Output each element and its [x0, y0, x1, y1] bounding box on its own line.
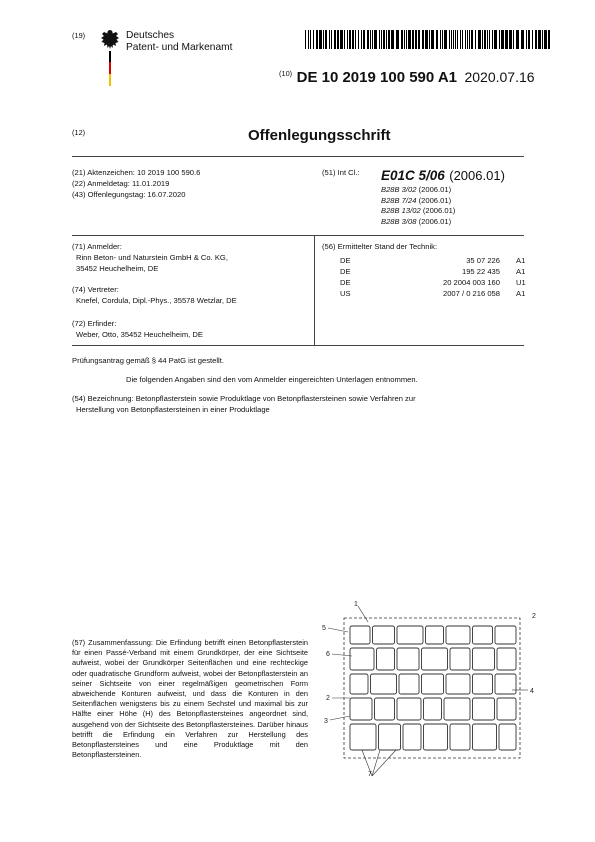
inid-12: (12) — [72, 128, 86, 137]
barcode-bar — [542, 30, 543, 49]
paving-stone — [397, 626, 423, 644]
sub-class-code: B28B 13/02 — [381, 206, 421, 216]
figure-label: 2 — [326, 695, 330, 702]
barcode-bar — [367, 30, 369, 49]
figure-label: 5 — [322, 625, 326, 632]
paving-stone — [373, 626, 395, 644]
barcode-bar — [516, 30, 519, 49]
barcode-bar — [444, 30, 447, 49]
barcode-bar — [548, 30, 550, 49]
paving-stone — [350, 626, 370, 644]
paving-stone — [473, 626, 493, 644]
barcode-bar — [526, 30, 527, 49]
applicant-line-2: 35452 Heuchelheim, DE — [76, 264, 159, 273]
barcode-bar — [383, 30, 385, 49]
barcode-bar — [449, 30, 450, 49]
barcode-bar — [457, 30, 458, 49]
paving-stone — [497, 698, 516, 720]
sub-class-year: (2006.01) — [418, 195, 452, 205]
barcode-bar — [412, 30, 414, 49]
barcode-bar — [329, 30, 330, 49]
barcode-bar — [482, 30, 483, 49]
barcode-bar — [408, 30, 411, 49]
barcode-bar — [436, 30, 438, 49]
paving-stone — [499, 724, 516, 750]
paving-stone-figure — [322, 598, 540, 778]
barcode-bar — [469, 30, 470, 49]
barcode-bar — [340, 30, 343, 49]
paving-stone — [473, 724, 497, 750]
figure-label: 2 — [532, 613, 536, 620]
inid-19: (19) — [72, 31, 86, 40]
barcode-bar — [355, 30, 356, 49]
divider-top — [72, 156, 524, 157]
barcode-bar — [513, 30, 514, 49]
paving-stone — [450, 648, 470, 670]
paving-stone — [397, 698, 421, 720]
paving-stone — [377, 648, 395, 670]
office-name — [126, 30, 232, 54]
filing-date: (22) Anmeldetag: 11.01.2019 — [72, 179, 170, 188]
barcode-bar — [352, 30, 354, 49]
barcode-bar — [323, 30, 324, 49]
eagle-emblem-icon — [100, 28, 120, 90]
barcode-bar — [349, 30, 351, 49]
citation-country: DE — [340, 256, 351, 265]
sub-class-row — [381, 206, 455, 217]
examination-request-note: Prüfungsantrag gemäß § 44 PatG ist gestellt. — [72, 356, 224, 365]
representative-line-1: Knefel, Cordula, Dipl.-Phys., 35578 Wetzlar, DE — [76, 296, 237, 305]
representative-label: (74) Vertreter: — [72, 285, 119, 294]
barcode-bar — [475, 30, 476, 49]
barcode-bar — [467, 30, 468, 49]
paving-stone — [424, 724, 448, 750]
barcode-bar — [442, 30, 443, 49]
paving-stone — [399, 674, 419, 694]
citation-kind: U1 — [516, 278, 526, 287]
abstract-text: (57) Zusammenfassung: Die Erfindung betrifft einen Betonpflasterstein für einen Passé-Verband mit einem Grundkörper, der eine Sichtseite aufweist, wobei der Grundkörper Seitenflächen und eine rechteckige oder quadratische Grundform aufweist, wobei der Betonpflasterstein an seiner Sichtseite von einer regelmäßigen geometrischen Form abweichende Konturen aufweist, und dass die Konturen in den Seitenflächen wenigstens bis zu einem Sechstel und maximal bis zur Hälfte einer Höhe (H) des Betonpflastersteines angeordnet sind, ausgehend von der Sichtseite des Betonpflastersteines. Darüber hinaus betrifft die Erfindung ein Verfahren zur Herstellung des Betonpflastersteines und eine Produktlage mit den Betonpflastersteinen. — [72, 638, 308, 760]
citation-number: 20 2004 003 160 — [442, 278, 500, 287]
sub-class-code: B28B 7/24 — [381, 195, 417, 205]
paving-stone — [350, 648, 374, 670]
paving-stone — [473, 674, 493, 694]
barcode-bar — [331, 30, 332, 49]
publication-day: (43) Offenlegungstag: 16.07.2020 — [72, 190, 186, 199]
figure-label: 7 — [368, 771, 372, 778]
paving-stone — [495, 674, 516, 694]
citation-number: 2007 / 0 216 058 — [442, 289, 500, 298]
barcode-bar — [391, 30, 394, 49]
barcode-bar — [422, 30, 424, 49]
main-class-code: E01C 5/06 — [381, 168, 445, 183]
barcode-bar — [358, 30, 359, 49]
citation-country: DE — [340, 267, 351, 276]
citation-country: DE — [340, 278, 351, 287]
barcode-bar — [418, 30, 420, 49]
paving-stone — [422, 674, 444, 694]
barcode-bar — [363, 30, 365, 49]
barcode — [305, 30, 553, 49]
paving-stone — [403, 724, 421, 750]
barcode-bar — [471, 30, 473, 49]
citation-row — [340, 267, 526, 278]
paving-stone — [473, 648, 495, 670]
office-line-1: Deutsches — [126, 30, 175, 41]
citation-row — [340, 289, 526, 300]
figure-label: 3 — [324, 718, 328, 725]
barcode-bar — [505, 30, 508, 49]
barcode-bar — [386, 30, 387, 49]
barcode-bar — [372, 30, 373, 49]
sub-class-year: (2006.01) — [418, 185, 452, 194]
barcode-bar — [344, 30, 345, 49]
barcode-bar — [501, 30, 504, 49]
barcode-bar — [347, 30, 348, 49]
barcode-bar — [478, 30, 481, 49]
paving-stone — [444, 698, 470, 720]
barcode-bar — [509, 30, 512, 49]
paving-stone — [450, 724, 470, 750]
paving-stone — [350, 698, 372, 720]
barcode-bar — [415, 30, 417, 49]
paving-stone — [446, 674, 470, 694]
barcode-bar — [404, 30, 405, 49]
publication-number: DE 10 2019 100 590 A1 — [296, 69, 458, 86]
barcode-bar — [499, 30, 500, 49]
barcode-bar — [451, 30, 452, 49]
barcode-bar — [401, 30, 403, 49]
sub-class-row — [381, 185, 455, 196]
barcode-bar — [453, 30, 454, 49]
barcode-bar — [484, 30, 486, 49]
publication-line — [279, 69, 535, 87]
barcode-bar — [535, 30, 537, 49]
barcode-bar — [388, 30, 390, 49]
barcode-bar — [379, 30, 380, 49]
paving-stone — [495, 626, 516, 644]
barcode-bar — [334, 30, 336, 49]
barcode-bar — [492, 30, 493, 49]
barcode-bar — [429, 30, 430, 49]
paving-stone — [424, 698, 442, 720]
figure-label: 1 — [354, 601, 358, 608]
barcode-bar — [313, 30, 314, 49]
paving-stone — [422, 648, 448, 670]
applicant-data-note: Die folgenden Angaben sind den vom Anmelder eingereichten Unterlagen entnommen. — [126, 375, 418, 384]
barcode-bar — [431, 30, 434, 49]
inventor-line-1: Weber, Otto, 35452 Heuchelheim, DE — [76, 330, 203, 339]
barcode-bar — [361, 30, 362, 49]
barcode-bar — [455, 30, 456, 49]
main-class-year: (2006.01) — [449, 168, 505, 183]
sub-class-row — [381, 217, 455, 228]
barcode-bar — [528, 30, 530, 49]
barcode-bar — [521, 30, 524, 49]
barcode-bar — [396, 30, 399, 49]
divider-bottom — [72, 345, 524, 346]
application-number: (21) Aktenzeichen: 10 2019 100 590.6 — [72, 168, 201, 177]
citation-kind: A1 — [516, 256, 526, 265]
paving-stone — [426, 626, 444, 644]
barcode-bar — [319, 30, 322, 49]
publication-date: 2020.07.16 — [464, 69, 535, 85]
barcode-bar — [337, 30, 339, 49]
barcode-bar — [374, 30, 377, 49]
barcode-bar — [308, 30, 309, 49]
document-type-title: Offenlegungsschrift — [248, 127, 391, 144]
barcode-bar — [310, 30, 311, 49]
barcode-bar — [381, 30, 382, 49]
citation-number: 195 22 435 — [461, 267, 500, 276]
paving-stone — [379, 724, 401, 750]
barcode-bar — [305, 30, 306, 49]
barcode-bar — [465, 30, 466, 49]
inid-10: (10) — [279, 69, 293, 78]
paving-stone — [350, 674, 368, 694]
barcode-bar — [406, 30, 407, 49]
paving-stone — [473, 698, 495, 720]
title-line-1: (54) Bezeichnung: Betonpflasterstein sowie Produktlage von Betonpflastersteinen sowie Verfahren zur — [72, 394, 416, 403]
barcode-bar — [462, 30, 463, 49]
barcode-bar — [425, 30, 428, 49]
citations-table — [340, 256, 526, 300]
applicant-line-1: Rinn Beton- und Naturstein GmbH & Co. KG, — [76, 253, 228, 262]
barcode-bar — [370, 30, 371, 49]
paving-stone — [497, 648, 516, 670]
divider-vertical — [314, 235, 315, 345]
figure-label: 4 — [530, 688, 534, 695]
barcode-bar — [544, 30, 547, 49]
main-classification — [381, 167, 505, 185]
paving-stone — [375, 698, 395, 720]
sub-class-year: (2006.01) — [422, 206, 456, 216]
barcode-bar — [460, 30, 461, 49]
sub-class-row — [381, 196, 455, 207]
paving-stone — [397, 648, 419, 670]
paving-stone — [371, 674, 397, 694]
figure-label: 6 — [326, 651, 330, 658]
citation-country: US — [340, 289, 351, 298]
applicant-label: (71) Anmelder: — [72, 242, 122, 251]
citation-row — [340, 278, 526, 289]
citation-number: 35 07 226 — [466, 256, 500, 265]
divider-middle — [72, 235, 524, 236]
paving-stone — [446, 626, 470, 644]
office-line-2: Patent- und Markenamt — [126, 42, 233, 53]
citation-kind: A1 — [516, 289, 526, 298]
barcode-bar — [489, 30, 490, 49]
title-line-2: Herstellung von Betonpflastersteinen in einer Produktlage — [76, 405, 270, 414]
barcode-bar — [494, 30, 497, 49]
int-cl-label: (51) Int Cl.: — [322, 168, 360, 177]
barcode-bar — [538, 30, 541, 49]
barcode-bar — [532, 30, 533, 49]
sub-class-year: (2006.01) — [418, 216, 452, 226]
barcode-bar — [316, 30, 318, 49]
sub-class-code: B28B 3/02 — [381, 185, 417, 194]
citations-label: (56) Ermittelter Stand der Technik: — [322, 242, 438, 251]
paving-stone — [350, 724, 376, 750]
citation-row — [340, 256, 526, 267]
barcode-bar — [325, 30, 327, 49]
sub-class-code: B28B 3/08 — [381, 216, 417, 226]
sub-classifications — [381, 185, 455, 227]
barcode-bar — [440, 30, 441, 49]
barcode-bar — [487, 30, 488, 49]
citation-kind: A1 — [516, 267, 526, 276]
inventor-label: (72) Erfinder: — [72, 319, 117, 328]
